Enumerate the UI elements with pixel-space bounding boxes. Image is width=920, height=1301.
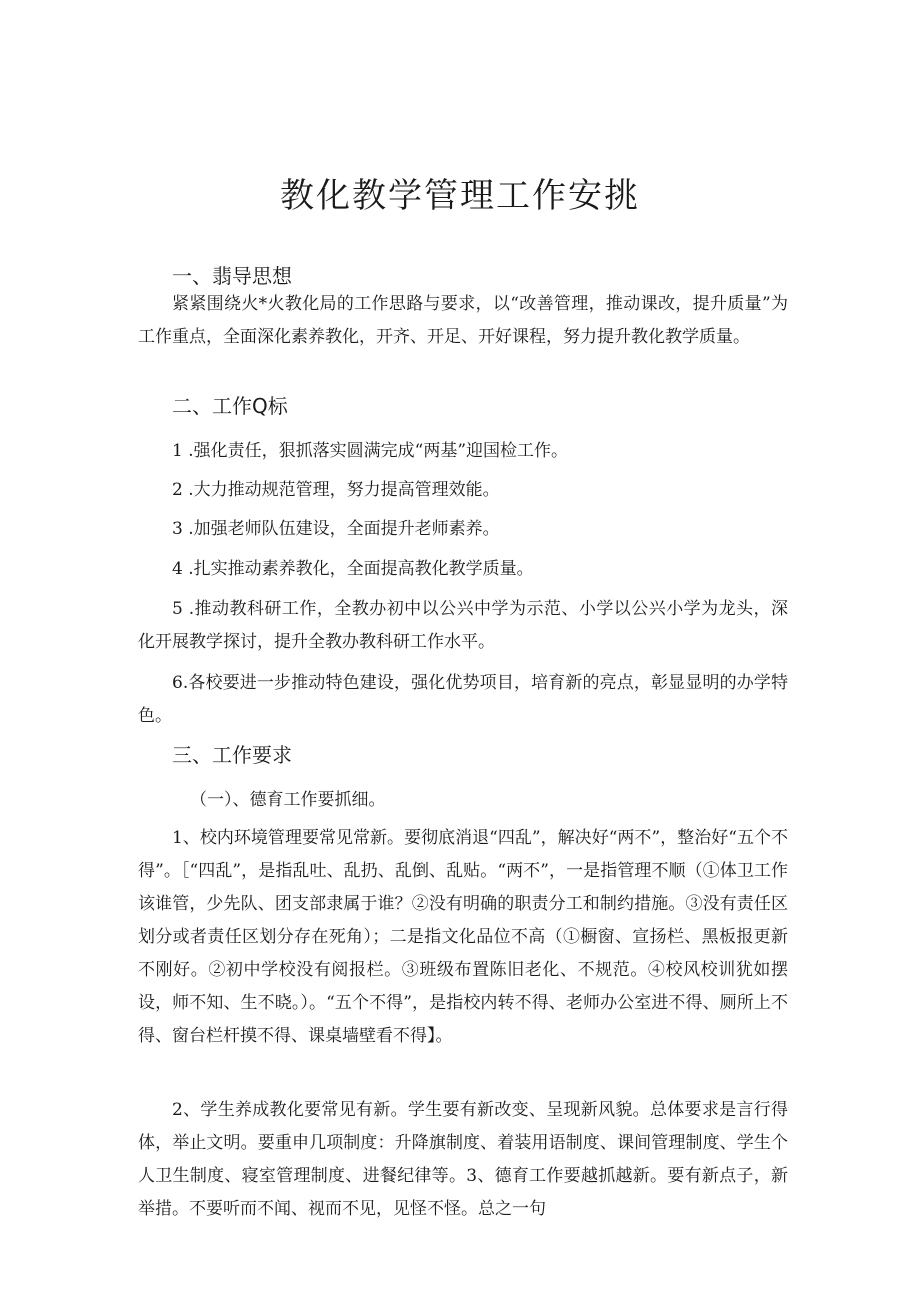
goal-item: 1 .强化责任，狠抓落实圆满完成“两基”迎国检工作。	[172, 441, 569, 461]
requirement-paragraph-campus-environment: 1、校内环境管理要常见常新。要彻底消退“四乱”，解决好“两不”，整治好“五个不得”。［“四乱”，是指乱吐、乱扔、乱倒、乱贴。“两不”，一是指管理不顺（①体卫工作该谁管，少先队、团支部隶属于谁？②没有明确的职责分工和制约措施。③没有责任区划分或者责任区划分存在死角）；二是指文化品位不高（①橱窗、宣扬栏、黑板报更新不刚好。②初中学校没有阅报栏。③班级布置陈旧老化、不规范。④校风校训犹如摆设，师不知、生不晓。）。“五个不得”，是指校内转不得、老师办公室进不得、厕所上不得、窗台栏杆摸不得、课桌墙壁看不得】。	[138, 828, 788, 1046]
goal-item: 2 .大力推动规范管理，努力提高管理效能。	[172, 480, 500, 500]
section-paragraph-guiding-ideology: 紧紧围绕火*火教化局的工作思路与要求，以“改善管理，推动课改，提升质量”为工作重点，全面深化素养教化，开齐、开足、开好课程，努力提升教化教学质量。	[138, 294, 788, 347]
section-heading-guiding-ideology: 一、翡导思想	[172, 264, 292, 288]
goal-item: 6.各校要进一步推动特色建设，强化优势项目，培育新的亮点，彰显显明的办学特色。	[138, 673, 788, 726]
requirement-paragraph-student-habits: 2、学生养成教化要常见有新。学生要有新改变、呈现新风貌。总体要求是言行得体，举止文明。要重申几项制度：升降旗制度、着装用语制度、课间管理制度、学生个人卫生制度、寝室管理制度、进餐纪律等。3、德育工作要越抓越新。要有新点子，新举措。不要听而不闻、视而不见，见怪不怪。总之一句	[138, 1100, 788, 1219]
subsection-heading-moral-education: （一）、德育工作要抓细。	[190, 790, 386, 810]
document-title: 教化教学管理工作安挑	[280, 176, 640, 216]
goal-item: 5 .推动教科研工作，全教办初中以公兴中学为示范、小学以公兴小学为龙头，深化开展教学探讨，提升全教办教科研工作水平。	[138, 599, 788, 652]
section-heading-work-goals: 二、工作Q标	[172, 394, 288, 418]
goal-item: 4 .扎实推动素养教化，全面提高教化教学质量。	[172, 559, 534, 579]
goal-item: 3 .加强老师队伍建设，全面提升老师素养。	[172, 519, 500, 539]
section-heading-work-requirements: 三、工作要求	[172, 743, 292, 767]
